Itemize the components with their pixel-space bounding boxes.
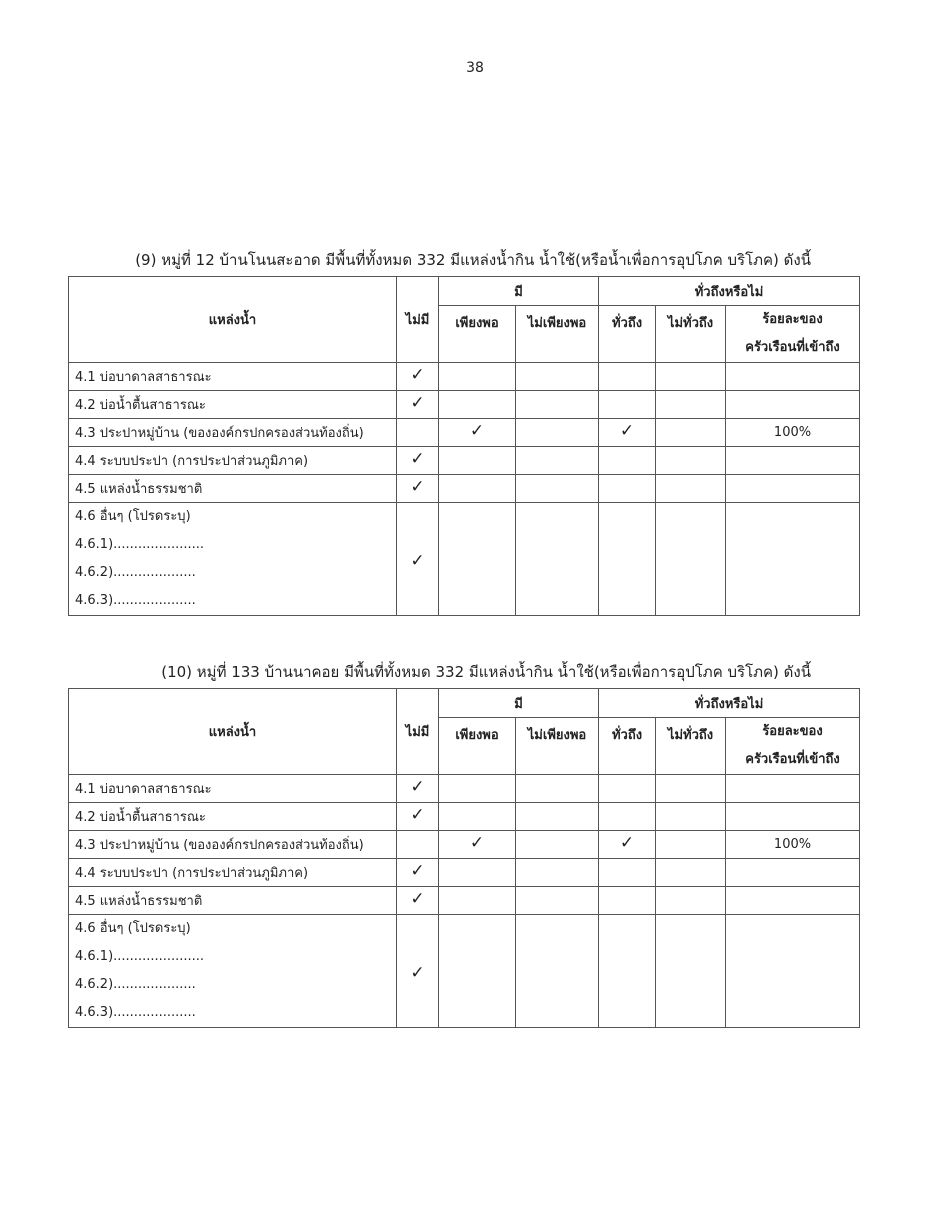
check-mark-icon: ✓	[469, 421, 485, 441]
cell-sufficient	[439, 475, 516, 503]
cell-sufficient	[439, 775, 516, 803]
cell-none	[397, 363, 439, 391]
source-label: 4.5 แหล่งน้ำธรรมชาติ	[69, 887, 397, 915]
cell-none	[397, 803, 439, 831]
page-number: 38	[466, 60, 484, 76]
header-coverage: ทั่วถึงหรือไม่	[599, 277, 860, 306]
header-thorough: ทั่วถึง	[599, 306, 656, 363]
cell-none	[397, 775, 439, 803]
check-mark-icon: ✓	[410, 805, 425, 825]
header-have: มี	[439, 277, 599, 306]
water-source-section-1	[68, 250, 859, 616]
cell-none	[397, 447, 439, 475]
check-mark-icon: ✓	[410, 777, 425, 797]
cell-sufficient	[439, 447, 516, 475]
cell-thorough	[599, 831, 656, 859]
source-label: 4.3 ประปาหมู่บ้าน (ขององค์กรปกครองส่วนท้องถิ่น)	[69, 419, 397, 447]
table-row	[69, 831, 860, 859]
source-label: 4.4 ระบบประปา (การประปาส่วนภูมิภาค)	[69, 447, 397, 475]
source-label: 4.5 แหล่งน้ำธรรมชาติ	[69, 475, 397, 503]
other-sub-item: 4.6.2)....................	[75, 977, 196, 992]
cell-thorough	[599, 447, 656, 475]
cell-not-thorough	[656, 363, 726, 391]
cell-sufficient	[439, 419, 516, 447]
cell-percent	[726, 391, 860, 419]
other-sub-item: 4.6.3)....................	[75, 1005, 196, 1020]
check-mark-icon: ✓	[619, 833, 635, 853]
cell-empty	[726, 503, 860, 616]
cell-percent	[726, 803, 860, 831]
check-mark-icon: ✓	[410, 551, 425, 571]
other-label: 4.6 อื่นๆ (โปรดระบุ)	[75, 921, 191, 936]
cell-empty	[599, 915, 656, 1028]
cell-none	[397, 859, 439, 887]
cell-thorough	[599, 419, 656, 447]
table-row	[69, 419, 860, 447]
cell-thorough	[599, 475, 656, 503]
header-percent	[726, 306, 860, 363]
header-source: แหล่งน้ำ	[69, 277, 397, 363]
cell-not-thorough	[656, 887, 726, 915]
source-label: 4.4 ระบบประปา (การประปาส่วนภูมิภาค)	[69, 859, 397, 887]
cell-thorough	[599, 859, 656, 887]
check-mark-icon: ✓	[410, 861, 425, 881]
cell-insufficient	[516, 831, 599, 859]
header-percent-line2: ครัวเรือนที่เข้าถึง	[745, 752, 840, 767]
cell-none	[397, 503, 439, 616]
cell-percent: 100%	[726, 831, 860, 859]
cell-thorough	[599, 363, 656, 391]
table-row	[69, 775, 860, 803]
cell-not-thorough	[656, 391, 726, 419]
cell-sufficient	[439, 363, 516, 391]
other-sub-item: 4.6.2)....................	[75, 565, 196, 580]
check-mark-icon: ✓	[410, 477, 425, 497]
cell-empty	[439, 915, 516, 1028]
source-label: 4.1 บ่อบาดาลสาธารณะ	[69, 363, 397, 391]
cell-thorough	[599, 803, 656, 831]
cell-sufficient	[439, 831, 516, 859]
cell-insufficient	[516, 391, 599, 419]
header-sufficient: เพียงพอ	[439, 718, 516, 775]
source-label-other	[69, 915, 397, 1028]
cell-percent	[726, 363, 860, 391]
water-source-table	[68, 688, 860, 1028]
table-row	[69, 447, 860, 475]
other-label: 4.6 อื่นๆ (โปรดระบุ)	[75, 509, 191, 524]
cell-not-thorough	[656, 419, 726, 447]
header-percent-line2: ครัวเรือนที่เข้าถึง	[745, 340, 840, 355]
cell-insufficient	[516, 859, 599, 887]
header-row-1	[69, 277, 860, 306]
header-not-thorough: ไม่ทั่วถึง	[656, 718, 726, 775]
cell-insufficient	[516, 419, 599, 447]
cell-insufficient	[516, 363, 599, 391]
cell-none	[397, 391, 439, 419]
header-thorough: ทั่วถึง	[599, 718, 656, 775]
header-none: ไม่มี	[397, 689, 439, 775]
check-mark-icon: ✓	[410, 393, 425, 413]
source-label: 4.3 ประปาหมู่บ้าน (ขององค์กรปกครองส่วนท้องถิ่น)	[69, 831, 397, 859]
check-mark-icon: ✓	[619, 421, 635, 441]
table-row	[69, 887, 860, 915]
header-have: มี	[439, 689, 599, 718]
other-sub-item: 4.6.1)......................	[75, 537, 205, 552]
table-row-other	[69, 503, 860, 616]
header-percent	[726, 718, 860, 775]
cell-none	[397, 887, 439, 915]
section-title: (10) หมู่ที่ 133 บ้านนาคอย มีพื้นที่ทั้งหมด 332 มีแหล่งน้ำกิน น้ำใช้(หรือเพื่อการอุปโภค บริโภค) ดังนี้	[161, 663, 811, 681]
other-sub-item: 4.6.3)....................	[75, 593, 196, 608]
cell-none	[397, 419, 439, 447]
cell-empty	[599, 503, 656, 616]
cell-empty	[726, 915, 860, 1028]
source-label-other	[69, 503, 397, 616]
table-row	[69, 391, 860, 419]
section-title: (9) หมู่ที่ 12 บ้านโนนสะอาด มีพื้นที่ทั้งหมด 332 มีแหล่งน้ำกิน น้ำใช้(หรือน้ำเพื่อการอุปโภค บริโภค) ดังนี้	[135, 251, 811, 269]
check-mark-icon: ✓	[410, 889, 425, 909]
source-label: 4.1 บ่อบาดาลสาธารณะ	[69, 775, 397, 803]
header-none: ไม่มี	[397, 277, 439, 363]
header-not-thorough: ไม่ทั่วถึง	[656, 306, 726, 363]
table-row	[69, 803, 860, 831]
cell-none	[397, 831, 439, 859]
cell-sufficient	[439, 859, 516, 887]
header-sufficient: เพียงพอ	[439, 306, 516, 363]
header-source: แหล่งน้ำ	[69, 689, 397, 775]
water-source-table	[68, 276, 860, 616]
cell-thorough	[599, 775, 656, 803]
cell-empty	[656, 503, 726, 616]
cell-thorough	[599, 391, 656, 419]
cell-thorough	[599, 887, 656, 915]
header-insufficient: ไม่เพียงพอ	[516, 306, 599, 363]
cell-percent	[726, 447, 860, 475]
cell-empty	[516, 915, 599, 1028]
check-mark-icon: ✓	[410, 449, 425, 469]
cell-not-thorough	[656, 831, 726, 859]
header-row-1	[69, 689, 860, 718]
other-sub-item: 4.6.1)......................	[75, 949, 205, 964]
cell-insufficient	[516, 447, 599, 475]
cell-not-thorough	[656, 775, 726, 803]
table-row	[69, 859, 860, 887]
header-coverage: ทั่วถึงหรือไม่	[599, 689, 860, 718]
check-mark-icon: ✓	[469, 833, 485, 853]
cell-empty	[516, 503, 599, 616]
cell-insufficient	[516, 775, 599, 803]
cell-sufficient	[439, 391, 516, 419]
cell-not-thorough	[656, 447, 726, 475]
source-label: 4.2 บ่อน้ำตื้นสาธารณะ	[69, 803, 397, 831]
cell-percent	[726, 887, 860, 915]
table-row	[69, 363, 860, 391]
table-row	[69, 475, 860, 503]
cell-insufficient	[516, 803, 599, 831]
header-insufficient: ไม่เพียงพอ	[516, 718, 599, 775]
cell-percent	[726, 775, 860, 803]
cell-none	[397, 475, 439, 503]
cell-not-thorough	[656, 803, 726, 831]
source-label: 4.2 บ่อน้ำตื้นสาธารณะ	[69, 391, 397, 419]
cell-not-thorough	[656, 859, 726, 887]
cell-insufficient	[516, 887, 599, 915]
cell-percent: 100%	[726, 419, 860, 447]
cell-sufficient	[439, 887, 516, 915]
header-percent-line1: ร้อยละของ	[762, 312, 823, 327]
header-percent-line1: ร้อยละของ	[762, 724, 823, 739]
cell-percent	[726, 475, 860, 503]
cell-sufficient	[439, 803, 516, 831]
cell-none	[397, 915, 439, 1028]
check-mark-icon: ✓	[410, 963, 425, 983]
cell-empty	[439, 503, 516, 616]
table-row-other	[69, 915, 860, 1028]
check-mark-icon: ✓	[410, 365, 425, 385]
cell-empty	[656, 915, 726, 1028]
cell-not-thorough	[656, 475, 726, 503]
water-source-section-2	[68, 662, 859, 1028]
cell-percent	[726, 859, 860, 887]
cell-insufficient	[516, 475, 599, 503]
